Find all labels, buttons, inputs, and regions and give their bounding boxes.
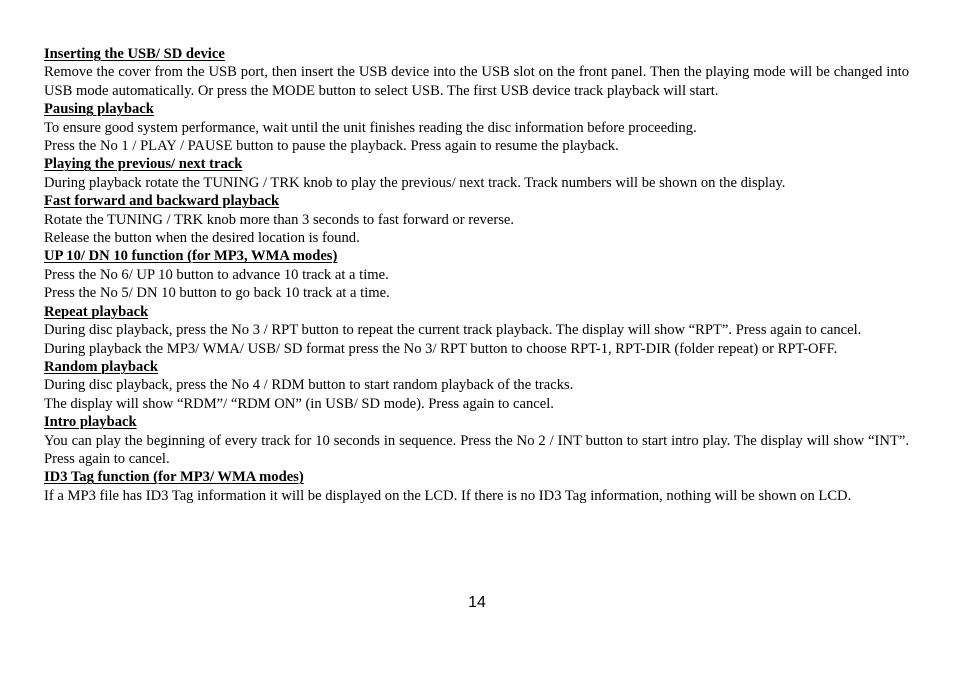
section-title: Fast forward and backward playback	[44, 193, 280, 210]
section-paragraph: During playback rotate the TUNING / TRK knob to play the previous/ next track. Track numbers will be shown on the display.	[44, 174, 786, 191]
section-intro-playback	[44, 413, 909, 468]
section-paragraph: The display will show “RDM”/ “RDM ON” (in USB/ SD mode). Press again to cancel.	[44, 395, 554, 412]
section-title: Repeat playback	[44, 303, 149, 320]
section-inserting-usb-sd	[44, 45, 909, 100]
section-fast-forward-backward	[44, 192, 909, 247]
section-title: Random playback	[44, 358, 158, 375]
section-paragraph: During playback the MP3/ WMA/ USB/ SD format press the No 3/ RPT button to choose RPT-1, RPT-DIR (folder repeat) or RPT-OFF.	[44, 340, 838, 357]
section-title: Playing the previous/ next track	[44, 156, 243, 173]
section-id3-tag	[44, 468, 909, 505]
section-paragraph: To ensure good system performance, wait until the unit finishes reading the disc information before proceeding.	[44, 119, 697, 136]
section-paragraph: You can play the beginning of every track for 10 seconds in sequence. Press the No 2 / INT button to start intro play. The display will show “INT”. Press again to cancel.	[44, 432, 909, 467]
section-title: UP 10/ DN 10 function (for MP3, WMA modes)	[44, 248, 338, 265]
section-paragraph: Rotate the TUNING / TRK knob more than 3 seconds to fast forward or reverse.	[44, 211, 514, 228]
section-paragraph: Press the No 6/ UP 10 button to advance 10 track at a time.	[44, 266, 389, 283]
section-paragraph: Press the No 5/ DN 10 button to go back 10 track at a time.	[44, 285, 390, 302]
section-up10-dn10	[44, 247, 909, 302]
section-paragraph: Release the button when the desired location is found.	[44, 230, 360, 247]
section-previous-next-track	[44, 155, 909, 192]
section-repeat-playback	[44, 303, 909, 358]
manual-page-content	[44, 45, 909, 505]
section-paragraph: Press the No 1 / PLAY / PAUSE button to pause the playback. Press again to resume the playback.	[44, 138, 619, 155]
section-title: Pausing playback	[44, 101, 154, 118]
section-random-playback	[44, 358, 909, 413]
section-pausing-playback	[44, 100, 909, 155]
page-number: 14	[468, 594, 486, 611]
section-paragraph: During disc playback, press the No 3 / RPT button to repeat the current track playback. The display will show “RPT”. Press again to cancel.	[44, 322, 862, 339]
section-paragraph: During disc playback, press the No 4 / RDM button to start random playback of the tracks.	[44, 377, 574, 394]
section-paragraph: If a MP3 file has ID3 Tag information it will be displayed on the LCD. If there is no ID3 Tag information, nothing will be shown on LCD.	[44, 487, 852, 504]
section-title: Inserting the USB/ SD device	[44, 46, 225, 62]
section-paragraph: Remove the cover from the USB port, then insert the USB device into the USB slot on the front panel. Then the playing mode will be changed into USB mode automatically. Or press the MODE button to select USB. The first USB device track playback will start.	[44, 64, 909, 99]
section-title: Intro playback	[44, 414, 137, 431]
section-title: ID3 Tag function (for MP3/ WMA modes)	[44, 469, 304, 486]
